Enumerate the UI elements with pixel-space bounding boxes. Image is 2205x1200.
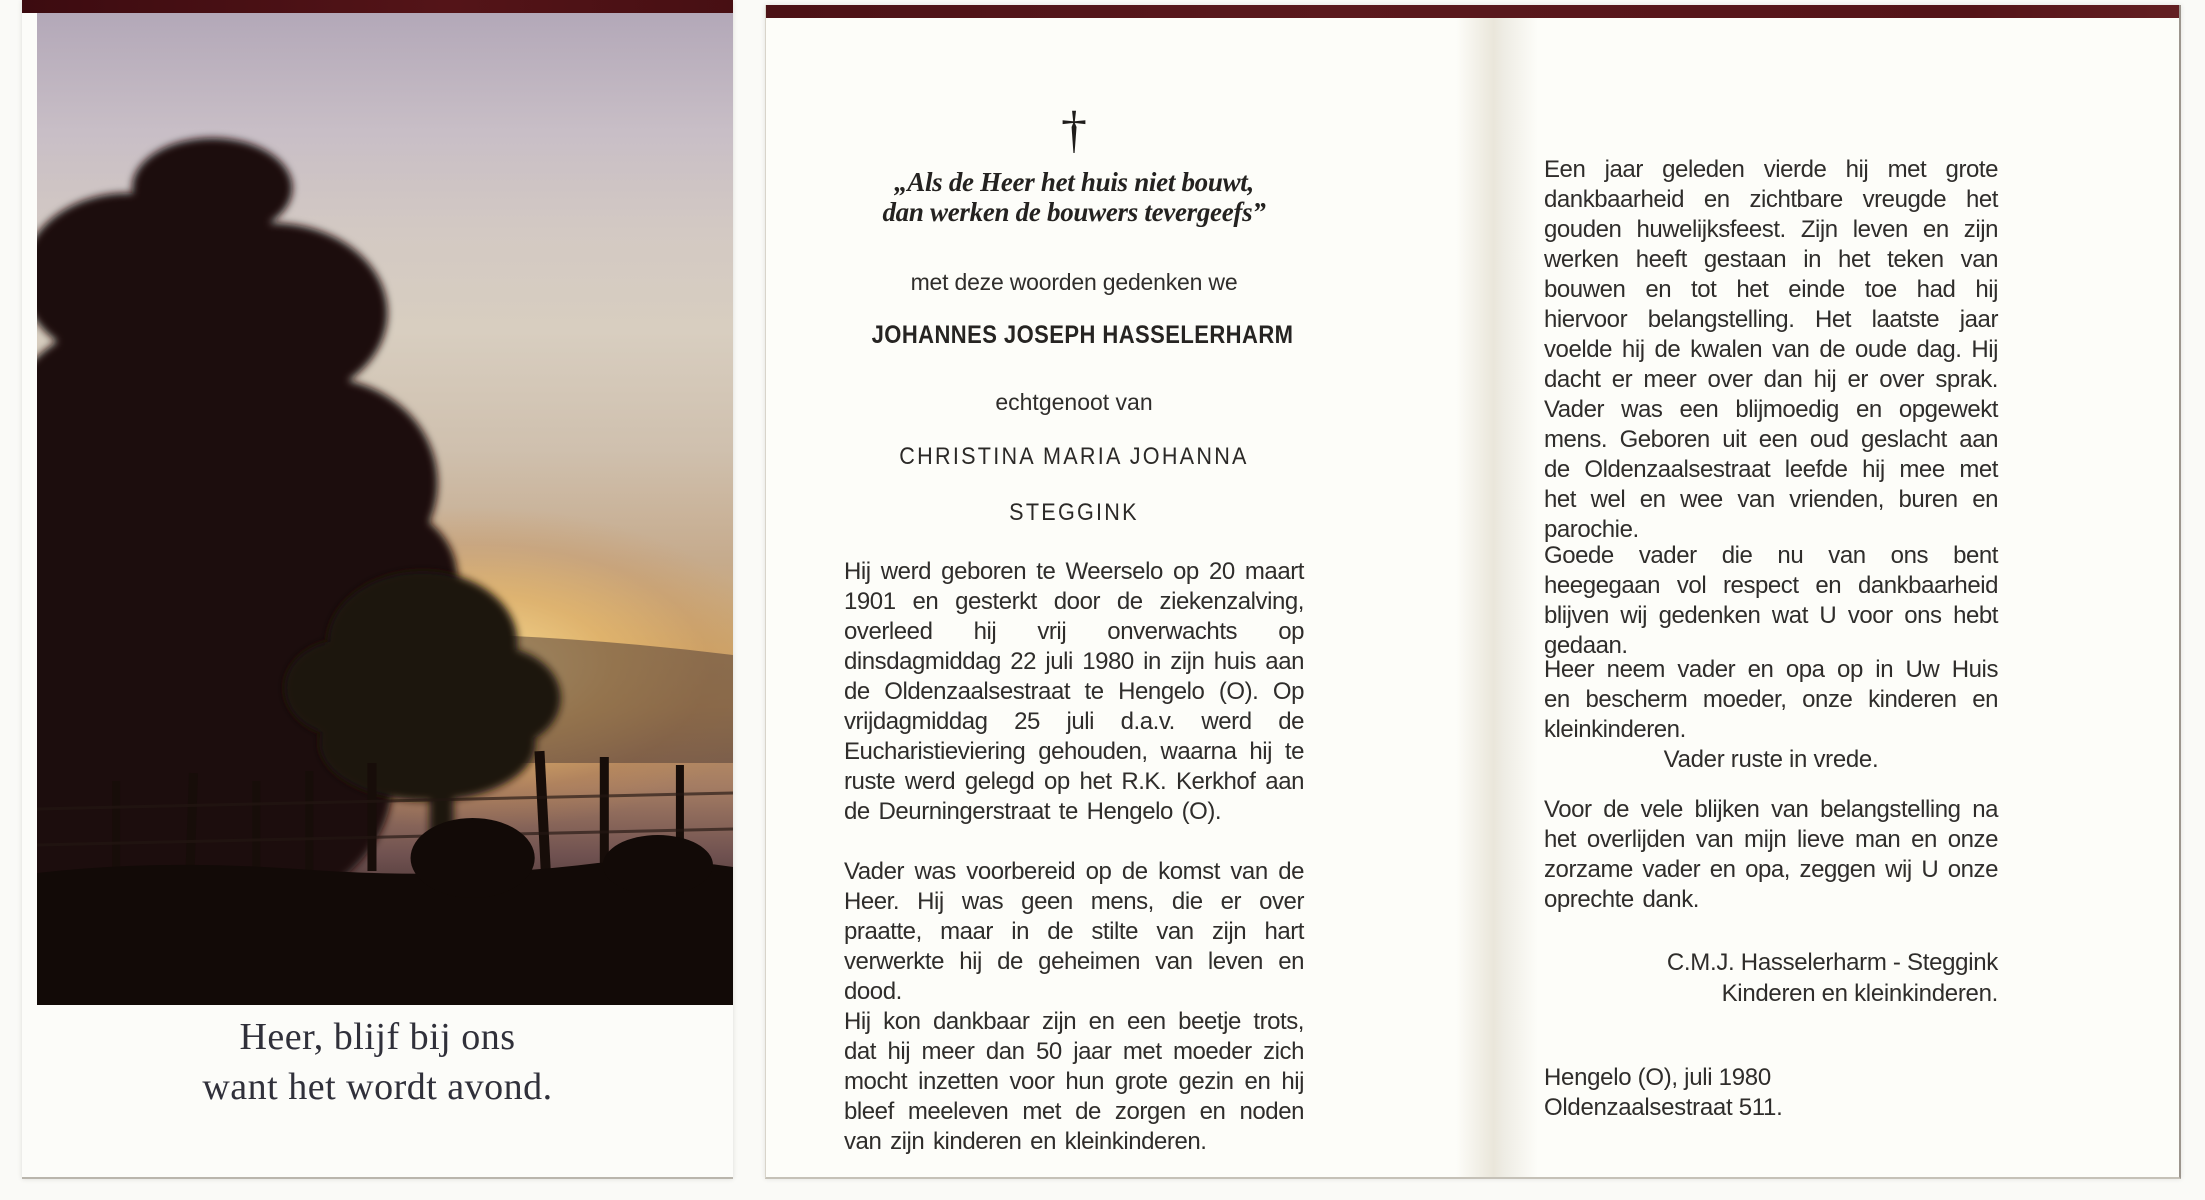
text-panel [765, 5, 2181, 1179]
silhouette-art [37, 13, 733, 1005]
photo-panel [22, 0, 733, 1179]
spouse-given-names: CHRISTINA MARIA JOHANNA [899, 443, 1249, 470]
memorial-paragraph-1: Een jaar geleden vierde hij met grote dankbaarheid en zichtbare vreugde het gouden huwelijksfeest. Zijn leven en zijn werken heeft gestaan in het teken van bouwen en tot het einde toe had hij hiervoor belangstelling. Het laatste jaar voelde hij de kwalen van de oude dag. Hij dacht er meer over dan hij er over sprak. Vader was een blijmoedig en opgewekt mens. Geboren uit een oud geslacht aan de Oldenzaalsestraat leefde hij mee met het wel en wee van vrienden, buren en parochie. [1544, 156, 1998, 543]
caption-line-2: want het wordt avond. [202, 1066, 553, 1108]
latin-cross-icon: † [1061, 102, 1087, 159]
binding-strip-top [766, 5, 2179, 18]
memorial-paragraph-2: Goede vader die nu van ons bent heegegaan vol respect en dankbaarheid blijven wij gedenken wat U voor ons hebt gedaan. [1544, 542, 1998, 659]
photo-caption [22, 1012, 733, 1112]
binding-strip-left [22, 0, 733, 13]
thanks-paragraph: Voor de vele blijken van belangstelling na het overlijden van mijn lieve man en onze zorzame vader en opa, zeggen wij U onze oprechte dank. [1544, 796, 1998, 913]
sunset-photo [37, 13, 733, 1005]
memorial-paragraph-3: Heer neem vader en opa op in Uw Huis en bescherm moeder, onze kinderen en kleinkinderen. [1544, 656, 1998, 743]
biography-paragraphs-2-3 [844, 857, 1304, 1157]
biography-paragraph-3: Hij kon dankbaar zijn en een beetje trots, dat hij meer dan 50 jaar met moeder zich mocht inzetten voor hun grote gezin en hij bleef meeleven met de zorgen en noden van zijn kinderen en kleinkinderen. [844, 1008, 1304, 1155]
biography-paragraph-1: Hij werd geboren te Weerselo op 20 maart 1901 en gesterkt door de ziekenzalving, overleed hij vrij onverwachts op dinsdagmiddag 22 juli 1980 in zijn huis aan de Oldenzaalsestraat te Hengelo (O). Op vrijdagmiddag 25 juli d.a.v. werd de Eucharistieviering gehouden, waarna hij te ruste werd gelegd op het R.K. Kerkhof aan de Deurningerstraat te Hengelo (O). [844, 558, 1304, 825]
memorial-intro: met deze woorden gedenken we [910, 269, 1238, 295]
quote-line-1: „Als de Heer het huis niet bouwt, [894, 167, 1254, 197]
centre-fold-shadow [1456, 18, 1538, 1177]
biography-paragraph-2: Vader was voorbereid op de komst van de Heer. Hij was geen mens, die er over praatte, maar in de stilte van zijn hart verwerkte hij de geheimen van leven en dood. [844, 858, 1304, 1005]
quote-line-2: dan werken de bouwers tevergeefs” [882, 197, 1266, 227]
scripture-quote [828, 167, 1320, 227]
signature-line-2: Kinderen en kleinkinderen. [1721, 980, 1998, 1007]
place-date-line: Hengelo (O), juli 1980 [1544, 1064, 1771, 1091]
large-tree-silhouette [37, 138, 458, 933]
place-date-block [1544, 1063, 1998, 1123]
signature-block [1544, 947, 1998, 1009]
rest-in-peace-line: Vader ruste in vrede. [1663, 746, 1879, 773]
relation-label: echtgenoot van [995, 389, 1153, 415]
signature-line-1: C.M.J. Hasselerharm - Steggink [1666, 949, 1998, 976]
address-line: Oldenzaalsestraat 511. [1544, 1094, 1783, 1121]
spouse-surname: STEGGINK [1009, 499, 1139, 526]
deceased-name: JOHANNES JOSEPH HASSELERHARM [871, 321, 1294, 349]
caption-line-1: Heer, blijf bij ons [239, 1016, 516, 1058]
